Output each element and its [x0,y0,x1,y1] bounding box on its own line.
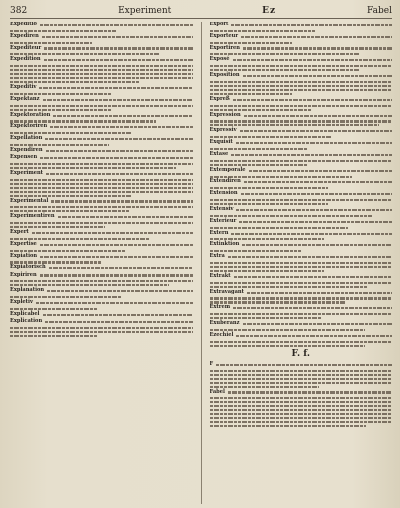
illegible-text-line [249,170,392,172]
illegible-text-line [233,99,392,101]
illegible-text-line [53,115,192,117]
entry-headword: Extase [209,150,229,157]
illegible-text-line [210,405,393,407]
illegible-text-line [231,233,392,235]
illegible-text-line [43,314,193,316]
section-heading-f: F. f. [291,348,310,359]
entry-headword: Expression [209,111,241,118]
illegible-text-line [10,284,169,286]
illegible-text-line [44,47,192,49]
dictionary-entry [10,97,193,111]
illegible-text-line [236,142,392,144]
illegible-text-line [10,296,121,298]
illegible-text-line [10,335,98,337]
illegible-text-line [210,187,329,189]
illegible-text-line [210,386,320,388]
dictionary-entry [10,148,193,154]
dictionary-entry [210,168,393,178]
illegible-text-line [10,163,193,165]
dictionary-entry [210,128,393,138]
illegible-text-line [10,109,112,111]
illegible-text-line [239,221,392,223]
entry-headword: Expressiv [209,127,237,134]
illegible-text-line [39,87,192,89]
illegible-text-line [10,73,193,75]
illegible-text-line [243,75,392,77]
entry-headword: Expendiren [10,146,43,153]
entry-headword: Explication [10,317,43,324]
entry-headword: Expletiv [10,299,33,306]
dictionary-entry [10,22,193,32]
illegible-text-line [210,69,360,71]
illegible-text-line [10,191,193,193]
illegible-text-line [231,154,392,156]
dictionary-entry [210,333,393,347]
illegible-text-line [44,59,193,61]
dictionary-entry [10,312,193,318]
illegible-text-line [210,65,393,67]
illegible-text-line [210,89,393,91]
dictionary-entry [210,390,393,428]
entry-headword: Extensiv [209,206,234,213]
illegible-text-line [46,150,193,152]
entry-headword: Explanation [10,287,45,294]
illegible-text-line [210,425,367,427]
illegible-text-line [216,364,392,366]
dictionary-entry [210,219,393,229]
illegible-text-line [210,238,325,240]
running-header [10,6,392,19]
dictionary-entry [10,214,193,228]
illegible-text-line [210,409,393,411]
illegible-text-line [47,290,192,292]
entry-headword: F [209,360,214,367]
illegible-text-line [210,160,393,162]
illegible-text-line [10,42,92,44]
entry-headword: Fabel [209,388,225,395]
illegible-text-line [49,267,193,269]
entry-headword: Explicabel [10,310,40,317]
illegible-text-line [210,382,393,384]
entry-headword: Extendiren [209,178,241,185]
illegible-text-line [210,297,393,299]
illegible-text-line [236,335,392,337]
dictionary-entry [10,230,193,240]
illegible-text-line [210,421,393,423]
illegible-text-line [42,36,193,38]
dictionary-entry [210,152,393,166]
entry-headword: Expreß [209,95,230,102]
dictionary-entry [210,274,393,288]
entry-headword: Exposé [209,56,230,63]
illegible-text-line [10,238,149,240]
illegible-text-line [210,397,393,399]
illegible-text-line [10,195,132,197]
illegible-text-line [210,329,365,331]
illegible-text-line [243,47,392,49]
entry-headword: Exterieur [209,217,237,224]
illegible-text-line [210,370,393,372]
entry-headword: Extrem [209,304,231,311]
illegible-text-line [10,120,156,122]
header-right-word: Fabel [367,6,392,16]
illegible-text-line [10,222,193,224]
illegible-text-line [210,124,380,126]
illegible-text-line [58,216,193,218]
dictionary-entry [10,254,193,264]
illegible-text-line [10,132,132,134]
dictionary-entry [10,242,193,252]
illegible-text-line [243,323,392,325]
illegible-text-line [10,93,112,95]
illegible-text-line [210,109,312,111]
entry-headword: Ezechiel [209,331,234,338]
illegible-text-line [210,203,329,205]
dictionary-entry [210,97,393,111]
dictionary-entry [10,288,193,298]
illegible-text-line [210,93,292,95]
entry-headword: Extravagant [209,288,244,295]
dictionary-entry [210,113,393,127]
dictionary-entry [10,273,193,287]
illegible-text-line [210,266,393,268]
dictionary-entry [210,73,393,95]
entry-headword: Expensen [10,154,38,161]
entry-headword: Expektoration [10,111,51,118]
entry-headword: Experiment [10,169,44,176]
illegible-text-line [10,206,193,208]
illegible-text-line [210,301,345,303]
illegible-text-line [210,345,365,347]
illegible-text-line [10,179,193,181]
illegible-text-line [40,157,192,159]
illegible-text-line [228,391,392,393]
illegible-text-line [210,53,360,55]
illegible-text-line [10,81,140,83]
illegible-text-line [10,144,109,146]
text-columns [10,22,392,504]
entry-headword: Export [209,22,229,27]
illegible-text-line [10,105,193,107]
entry-headword: Expiatorisch [10,264,46,271]
illegible-text-line [40,244,193,246]
entry-headword: Extension [209,190,238,197]
illegible-text-line [236,209,392,211]
illegible-text-line [210,417,393,419]
dictionary-entry [210,254,393,272]
illegible-text-line [210,286,369,288]
dictionary-entry [210,34,393,44]
page-number: 382 [10,6,28,16]
illegible-text-line [210,413,393,415]
illegible-text-line [210,282,393,284]
entry-headword: Expektoriren [10,123,48,130]
entry-headword: Experimental [10,197,49,204]
entry-headword: Expiriren [10,271,37,278]
illegible-text-line [10,331,193,333]
entry-headword: Extra [209,253,225,260]
illegible-text-line [10,261,101,263]
illegible-text-line [36,302,193,304]
dictionary-entry [210,22,393,32]
dictionary-entry [210,57,393,71]
right-column [210,22,393,504]
dictionary-entry [10,124,193,134]
illegible-text-line [210,176,352,178]
dictionary-entry [10,136,193,146]
illegible-text-line [10,69,193,71]
illegible-text-line [210,378,393,380]
entry-headword: Exporteur [209,32,239,39]
illegible-text-line [210,81,393,83]
dictionary-entry [10,46,193,56]
dictionary-entry [210,179,393,189]
illegible-text-line [10,30,116,32]
entry-headword: Extern [209,229,229,236]
illegible-text-line [210,85,393,87]
entry-headword: Expeditio [10,22,37,27]
entry-headword: Expert [10,229,29,236]
entry-headword: Expeditiv [10,84,37,91]
illegible-text-line [51,200,192,202]
dictionary-entry [10,171,193,197]
illegible-text-line [233,59,393,61]
illegible-text-line [241,193,392,195]
illegible-text-line [210,401,393,403]
entry-headword: Expedition [10,56,41,63]
entry-headword: Expertise [10,240,37,247]
entry-headword: Experimentiren [10,213,55,220]
dictionary-entry [10,300,193,310]
illegible-text-line [10,183,193,185]
entry-headword: Expiation [10,252,38,259]
illegible-text-line [247,292,392,294]
dictionary-entry [210,290,393,304]
illegible-text-line [210,215,372,217]
illegible-text-line [210,148,309,150]
illegible-text-line [228,256,392,258]
dictionary-entry [210,321,393,331]
entry-headword: Extrakt [209,272,231,279]
dictionary-entry [210,242,393,252]
illegible-text-line [50,126,192,128]
illegible-text-line [10,226,105,228]
dictionary-entry [10,265,193,271]
illegible-text-line [210,227,349,229]
illegible-text-line [210,374,393,376]
illegible-text-line [10,210,129,212]
illegible-text-line [242,244,392,246]
dictionary-entry [210,362,393,388]
illegible-text-line [43,99,193,101]
illegible-text-line [10,53,160,55]
illegible-text-line [240,130,392,132]
illegible-text-line [210,270,325,272]
entry-headword: Expediren [10,32,39,39]
header-left-word: Experiment [118,6,172,16]
entry-headword: Exuberanz [209,320,240,327]
illegible-text-line [244,115,392,117]
dictionary-entry [210,191,393,205]
illegible-text-line [231,24,392,26]
left-column [10,22,193,504]
dictionary-entry [10,57,193,83]
illegible-text-line [10,77,193,79]
entry-headword: Exposition [209,72,240,79]
illegible-text-line [210,164,309,166]
section-f-entries [210,362,393,428]
entry-headword: Expellation [10,135,43,142]
illegible-text-line [45,138,192,140]
header-middle: Ez [262,6,277,16]
illegible-text-line [45,321,192,323]
column-divider [201,22,202,504]
illegible-text-line [233,307,392,309]
entry-headword: Extinktion [209,241,240,248]
illegible-text-line [40,256,192,258]
entry-headword: Expediteur [10,44,42,51]
illegible-text-line [210,120,393,122]
dictionary-entry [10,319,193,337]
dictionary-entry [210,207,393,217]
dictionary-entry [210,305,393,319]
illegible-text-line [210,136,332,138]
dictionary-entry [10,199,193,213]
illegible-text-line [210,341,393,343]
entry-headword: Extemporale [209,166,246,173]
illegible-text-line [10,327,193,329]
dictionary-entry [210,140,393,150]
illegible-text-line [244,181,392,183]
illegible-text-line [210,262,393,264]
entry-headword: Exportiren [209,44,240,51]
entry-headword: Expektanz [10,95,40,102]
illegible-text-line [10,280,193,282]
illegible-text-line [210,30,316,32]
dictionary-entry [10,113,193,123]
right-column-entries [210,22,393,347]
illegible-text-line [210,313,393,315]
illegible-text-line [241,36,392,38]
illegible-text-line [234,276,392,278]
dictionary-entry [210,46,393,56]
illegible-text-line [210,105,393,107]
illegible-text-line [40,274,193,276]
dictionary-entry [10,85,193,95]
dictionary-entry [10,34,193,44]
illegible-text-line [46,173,192,175]
illegible-text-line [210,317,321,319]
dictionary-entry [210,231,393,241]
illegible-text-line [40,24,193,26]
illegible-text-line [10,65,193,67]
illegible-text-line [210,199,393,201]
illegible-text-line [10,250,125,252]
illegible-text-line [210,250,301,252]
illegible-text-line [32,232,193,234]
dictionary-entry [10,155,193,169]
entry-headword: Exquisit [209,139,233,146]
illegible-text-line [10,308,98,310]
illegible-text-line [10,187,193,189]
illegible-text-line [210,42,292,44]
illegible-text-line [10,167,176,169]
